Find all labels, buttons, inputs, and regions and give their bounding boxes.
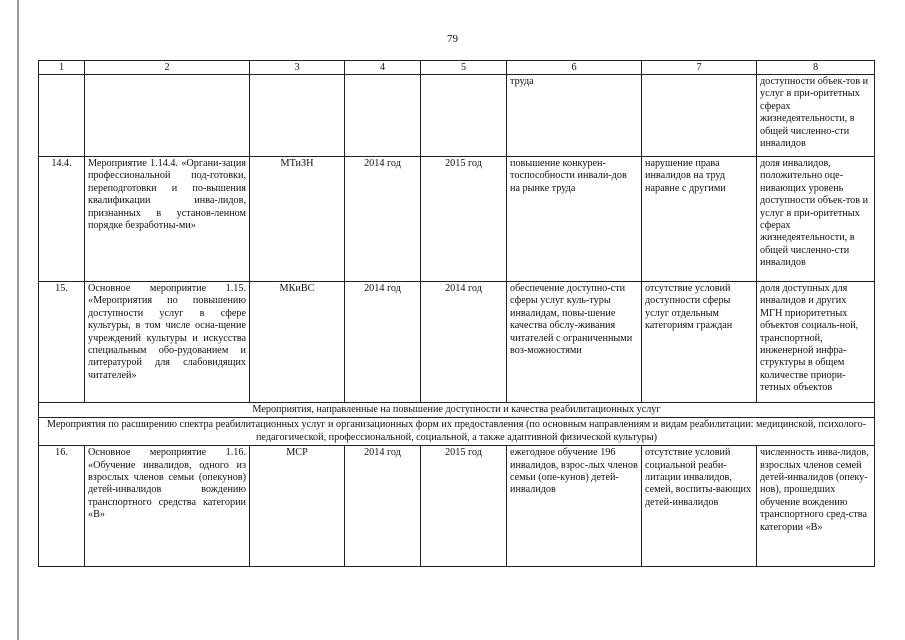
expected-result: повышение конкурен-тоспособности инвали-дов на рынке труда: [507, 157, 642, 282]
subsection-title: Мероприятия по расширению спектра реабилитационных услуг и организационных форм их предоставления (по основным направлениям и видам реабилитации: медицинской, психолого-педагогической, профессиональной, социальной, а также адаптивной физической культуры): [39, 418, 875, 446]
start-year: [345, 75, 421, 157]
non-implementation-consequence: отсутствие условий доступности сферы услуг отдельным категориям граждан: [642, 282, 757, 403]
column-header: 4: [345, 61, 421, 75]
expected-result: обеспечение доступно-сти сферы услуг куль-туры инвалидам, повы-шение качества обслу-живания читателей с ограниченными воз-можностями: [507, 282, 642, 403]
event-name: Мероприятие 1.14.4. «Органи-зация профессиональной под-готовки, переподготовки и по-вышения квалификации инва-лидов, признанных в установ-ленном порядке безработны-ми»: [85, 157, 250, 282]
measures-table: [38, 60, 875, 567]
table-row: [39, 157, 875, 282]
column-header: 2: [85, 61, 250, 75]
event-name: Основное мероприятие 1.15. «Мероприятия по повышению доступности услуг в сфере культуры, в том числе осна-щение учреждений культуры и искусства специальным обо-рудованием и литературой для слабовидящих читателей»: [85, 282, 250, 403]
page-number: 79: [447, 33, 458, 45]
column-header: 1: [39, 61, 85, 75]
end-year: 2014 год: [421, 282, 507, 403]
target-indicator: доля доступных для инвалидов и других МГН приоритетных объектов социаль-ной, транспортной, инженерной инфра-структуры в общем количестве приори-тетных объектов: [757, 282, 875, 403]
start-year: 2014 год: [345, 157, 421, 282]
start-year: 2014 год: [345, 282, 421, 403]
end-year: 2015 год: [421, 446, 507, 567]
executor: МСР: [250, 446, 345, 567]
expected-result: ежегодное обучение 196 инвалидов, взрос-лых членов семьи (опе-кунов) детей-инвалидов: [507, 446, 642, 567]
subsection-row: [39, 418, 875, 446]
page-edge-rule: [17, 0, 19, 640]
column-header: 7: [642, 61, 757, 75]
row-number: [39, 75, 85, 157]
table-row: [39, 75, 875, 157]
executor: МКиВС: [250, 282, 345, 403]
end-year: [421, 75, 507, 157]
target-indicator: доля инвалидов, положительно оце-нивающих уровень доступности объек-тов и услуг в при-оритетных сферах жизнедеятельности, в общей численно-сти инвалидов: [757, 157, 875, 282]
non-implementation-consequence: отсутствие условий социальной реаби-литации инвалидов, семей, воспиты-вающих детей-инвалидов: [642, 446, 757, 567]
table-row: [39, 282, 875, 403]
non-implementation-consequence: нарушение права инвалидов на труд наравне с другими: [642, 157, 757, 282]
section-title: Мероприятия, направленные на повышение доступности и качества реабилитационных услуг: [39, 403, 875, 418]
start-year: 2014 год: [345, 446, 421, 567]
executor: [250, 75, 345, 157]
column-header: 5: [421, 61, 507, 75]
column-numbers-row: [39, 61, 875, 75]
column-header: 3: [250, 61, 345, 75]
section-row: [39, 403, 875, 418]
event-name: Основное мероприятие 1.16. «Обучение инвалидов, одного из взрослых членов семьи (опекунов) детей-инвалидов вождению транспортного средства категории «В»: [85, 446, 250, 567]
end-year: 2015 год: [421, 157, 507, 282]
target-indicator: численность инва-лидов, взрослых членов семей детей-инвалидов (опеку-нов), прошедших обучение вождению транспортного сред-ства категории «В»: [757, 446, 875, 567]
row-number: 14.4.: [39, 157, 85, 282]
table-row: [39, 446, 875, 567]
expected-result: труда: [507, 75, 642, 157]
column-header: 6: [507, 61, 642, 75]
executor: МТиЗН: [250, 157, 345, 282]
non-implementation-consequence: [642, 75, 757, 157]
row-number: 16.: [39, 446, 85, 567]
event-name: [85, 75, 250, 157]
column-header: 8: [757, 61, 875, 75]
target-indicator: доступности объек-тов и услуг в при-оритетных сферах жизнедеятельности, в общей численно-сти инвалидов: [757, 75, 875, 157]
row-number: 15.: [39, 282, 85, 403]
